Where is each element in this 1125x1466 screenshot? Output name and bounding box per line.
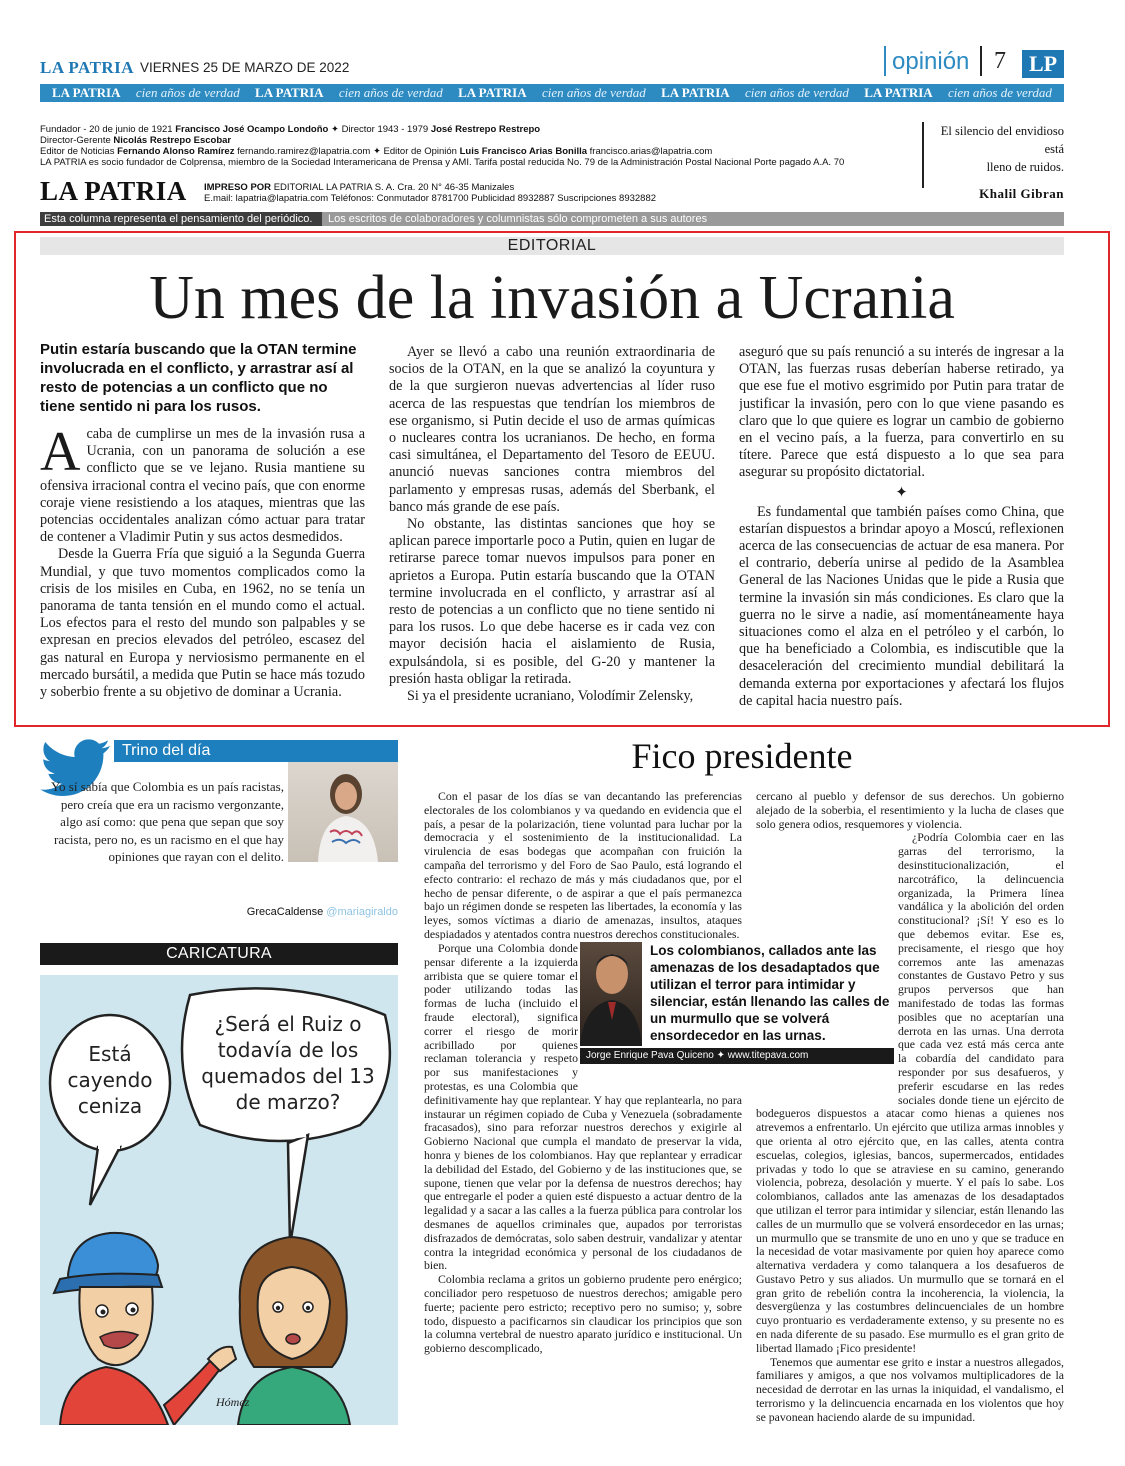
editorial-column-1: Putin estaría buscando que la OTAN termine involucrada en el conflicto, y arrastrar así al resto de potencias a un conflicto que no tiene sentido ni para los rusos. Acaba de cumplirse un mes de la invasión rusa a Ucrania, con un panorama de solución a ese conflicto que se ve lejano. Rusia mantiene su ofensiva irracional contra el vecino país, que con enorme coraje viene resistiendo a los ataques, mientras que las potencias occidentales analizan cómo actuar para tratar de contener a Vladimir Putin y sus actos desmedidos. Desde la Guerra Fría que siguió a la Segunda Guerra Mundial, y que tuvo momentos complicados como la crisis de los misiles en Cuba, en 1962, no se tenía un panorama de tanta tensión en el mundo como el actual. Los efectos para el resto del mundo son palpables y se expresan en precios elevados del petróleo, escasez del gas natural en Europa y nerviosismo permanente en el mercado bursátil, a medida que Putin se hace más tozudo y soberbio frente a su objetivo de dominar a Ucrania. [40, 341, 365, 701]
bubble-right-text: ¿Será el Ruiz o todavía de los quemados del 13 de marzo? [201, 1012, 375, 1114]
brand-strip [40, 84, 1064, 102]
quote-box: El silencio del envidioso está lleno de ruidos. Khalil Gibran [930, 122, 1064, 203]
column-c1-top: Con el pasar de los días se van decantando las preferencias electorales de los colombianos y va quedando en evidencia que el país, a pesar de la polarización, tiene voluntad para luchar por la democracia y el sostenimiento de la institucionalidad. La virulencia de esas bodegas que acompañan con fruición la campaña del terrorismo y del Foro de Sao Paulo, está logrando el efecto contrario: el rechazo de más y más ciudadanos que, por el hecho de pensar diferente, o de aspirar a que el país permanezca bajo un régimen donde se respeten las libertades, la economía y las leyes, somos víctimas a diario de amenazas, insultos, ataques despiadados y atentados contra nuestros derechos constitucionales. [424, 790, 742, 940]
strip-tagline: cien años de verdad [541, 85, 646, 100]
quote-divider [922, 122, 924, 188]
page-number: 7 [994, 48, 1006, 74]
editorial-lead: Putin estaría buscando que la OTAN termine involucrada en el conflicto, y arrastrar así al resto de potencias a un conflicto que no tiene sentido ni para los rusos. [40, 341, 357, 415]
strip-brand: LA PATRIA [864, 85, 933, 100]
trino-header: Trino del día [114, 740, 398, 762]
cartoon-signature: Hómez [216, 1395, 250, 1409]
print-info: IMPRESO POR EDITORIAL LA PATRIA S. A. Cra. 20 N° 46-35 Manizales E.mail: lapatria@lapatria.com Teléfonos: Conmutador 8781700 Publicidad 8932887 Suscripciones 8932882 [204, 182, 657, 204]
strip-brand: LA PATRIA [458, 85, 527, 100]
masthead-logo: LA PATRIA [40, 58, 135, 77]
trino-handle[interactable]: @mariagiraldo [326, 906, 398, 918]
bubble-left-text: Está cayendo ceniza [67, 1042, 153, 1118]
separator-icon: ✦ [372, 146, 381, 157]
credits-line-manager: Director-Gerente Nicolás Restrepo Escobar [40, 135, 232, 146]
credits-logo: LA PATRIA [40, 176, 187, 206]
strip-brand: LA PATRIA [661, 85, 730, 100]
trino-text: Yo sí sabía que Colombia es un país racistas, pero creía que era un racismo vergonzante, algo así como: que pena que sepan que soy racista, pero no, es un racismo en el que hay opiniones que rayan con el delito. [50, 779, 284, 865]
strip-brand: LA PATRIA [52, 85, 121, 100]
credits-line-editors: Editor de Noticias Fernando Alonso Ramírez fernando.ramirez@lapatria.com ✦ Editor de Opinión Luis Francisco Arias Bonilla francisco.arias@lapatria.com [40, 146, 713, 157]
trino-avatar [288, 762, 398, 862]
notice-bar [40, 212, 1064, 226]
notice-left: Esta columna representa el pensamiento del periódico. [40, 212, 322, 226]
strip-tagline: cien años de verdad [948, 85, 1052, 100]
caricatura-header: CARICATURA [40, 943, 398, 965]
credits-block [40, 124, 900, 168]
trino-author: GrecaCaldense [246, 906, 324, 918]
separator-icon: ✦ [330, 124, 339, 135]
column-c1: Porque una Colombia donde pensar diferente a la izquierda arribista que se quiere tomar el poder utilizando todas las formas de lucha (incluido el fraude electoral), significa correr el riesgo de morir acribillado por quienes reclaman tolerancia y respeto por sus manifestaciones y protestas, es una Colombia que definitivamente hay que replantear. Y hay que replantearla, no para instaurar un régimen copiado de Cuba y Venezuela (sobradamente fracasados), sino para reforzar nuestros derechos y exigirle al Gobierno Nacional que cumpla el mandato de preservar la vida, honra y bienes de los colombianos. Hay que replantear y erradicar la debilidad del Estado, del Gobierno y de las instituciones que, se supone, tienen que velar por la defensa de nuestros derechos; hay que entregarle el poder a quien esté dispuesto a actuar dentro de la legalidad y a sacar a las calles a la fuerza pública para controlar los desmanes de aquellos criminales que, aupados por terroristas disfrazados de demócratas, solo saben destruir, vandalizar y atentar contra la integridad económica y personal de los ciudadanos de bien. Colombia reclama a gritos un gobierno prudente pero enérgico; conciliador pero respetuoso de nuestros derechos; amigable pero fuerte; paciente pero estricto; receptivo pero no sumiso; y, sobre todo, dispuesto a pacificarnos sin claudicar los principios que son la columna vertebral de nuestro aparato jurídico e institucional. Un gobierno descomplicado, [424, 942, 742, 1356]
quote-author: Khalil Gibran [979, 186, 1064, 201]
page-divider [980, 46, 982, 76]
editorial-column-2: Ayer se llevó a cabo una reunión extraordinaria de socios de la OTAN, en la que se analizó la coyuntura y de la que surgieron nuevas advertencias al líder ruso acerca de las respuestas que tendrían los miembros de ese organismo, si Putin decide el uso de armas químicas o nucleares contra los ucranianos. De hecho, en forma casi simultánea, el Departamento del Tesoro de EEUU. anunció nuevas sanciones contra miembros del parlamento y empresas rusas, además del Sberbank, el banco más grande de ese país. No obstante, las distintas sanciones que hoy se aplican parece importarle poco a Putin, quien en lugar de retirarse parece tomar nuevos impulsos para poner en aprietos a Europa. Putin estaría buscando que la OTAN termine involucrada en el conflicto, y arrastrar así al resto de potencias a un conflicto que no tiene sentido ni para los rusos. Lo que debe hacerse es ir cada vez con mayor decisión hacia el aislamiento de Rusia, expulsándola, si es posible, del G-20 y mantener la presión hasta obligar la retirada. Si ya el presidente ucraniano, Volodímir Zelensky, [389, 344, 715, 705]
strip-tagline: cien años de verdad [744, 85, 849, 100]
editorial-label: EDITORIAL [40, 237, 1064, 255]
trino-signature [240, 906, 398, 918]
section-name: opinión [892, 48, 970, 75]
credits-line-legal: LA PATRIA es socio fundador de Colprensa, miembro de la Sociedad Interamericana de Prensa y AMI. Tarifa postal reducida No. 79 de la Administración Postal Nacional Porte pagado A.A. 70 [40, 157, 845, 168]
strip-tagline: cien años de verdad [135, 85, 240, 100]
strip-brand: LA PATRIA [255, 85, 324, 100]
column-headline: Fico presidente [631, 736, 853, 776]
lp-badge: LP [1022, 50, 1064, 78]
editorial-dropcap: A [40, 421, 81, 483]
column-pullquote: Los colombianos, callados ante las amenazas de los desadaptados que utilizan el terror para intimidar y silenciar, están llenando las calles de un murmullo que se volverá ensordecedor en las urnas. [650, 943, 890, 1043]
strip-tagline: cien años de verdad [338, 85, 443, 100]
column-c2: cercano al pueblo y defensor de sus derechos. Un gobierno alejado de la soberbia, el resentimiento y la lucha de clases que solo genera odios, resquemores y violencia. ¿Podría Colombia caer en las garras del terrorismo, la desinstitucionalización, el narcotráfico, la delincuencia organizada, la Primera línea vandálica y la abolición del orden constitucional? ¡Sí! Y eso es lo que debemos evitar. Ese es, precisamente, el riesgo que hoy corremos ante las amenazas constantes de Gustavo Petro y sus grupos perversos que han manifestado de todas las formas posibles que no aceptarían una derrota en las urnas. Una derrota que cada vez está más cerca ante la cobardía del candidato para responder por sus desafueros, y preferir escudarse en las redes sociales donde tiene un ejército de bodegueros dispuestos a atacar como hienas a quienes nos atrevemos a enfrentarlo. Un ejército que utiliza armas innobles y que orienta al otro ejército que, en las calles, atenta contra escuelas, colegios, iglesias, bancos, supermercados, entidades privadas y todo lo que se atraviese en su camino, generando violencia, pobreza, desolación y muerte. Y el país lo sabe. Los colombianos, callados ante las amenazas de los desadaptados que utilizan el terror para intimidar y silenciar, están llenando las calles de un murmullo que se volverá ensordecedor en las urnas; un murmullo que se transmite de uno en uno y que se traduce en la necesidad de votar masivamente por quien hoy aparece como alternativa verdadera y como talanquera a los desafueros de Gustavo Petro y sus aliados. Un murmullo que se tornará en el gran grito de rebelión contra la incoherencia, la violencia, la desvergüenza y las costumbres delincuenciales de un hombre cuyo prontuario es verdaderamente extenso, y su presente no es en nada diferente de su pasado. Ese murmullo es el gran grito de libertad llamado ¡Fico presidente! Tenemos que aumentar ese grito e instar a nuestros allegados, familiares y amigos, a que nos volvamos multiplicadores de la necesidad de derrotar en las urnas la iniquidad, el vandalismo, el terrorismo y la delincuencia encarnada en los violentos que hoy se pavonean haciendo alarde de su impunidad. [756, 790, 1064, 1424]
notice-right: Los escritos de colaboradores y columnistas sólo comprometen a sus autores [328, 213, 708, 225]
separator-icon: ✦ [895, 484, 908, 501]
editorial-column-3: aseguró que su país renunció a su interés de ingresar a la OTAN, las fuerzas rusas deberían haberse retirado, ya que ese fue el motivo esgrimido por Putin para tratar de justificar la invasión, pero con lo que viene pasando es claro que lo que quiere es lograr un cambio de gobierno en el vecino país, a la fuerza, para convertirlo en su títere. Parece que está dispuesto a lo que sea para asegurar su propósito dictatorial. ✦ Es fundamental que también países como China, que estarían dispuestos a brindar apoyo a Moscú, reflexionen acerca de las consecuencias de actuar de esa manera. Por el contrario, debería unirse al pedido de la Asamblea General de las Naciones Unidas que le pide a Rusia que termine la invasión sin más condiciones. Es claro que la guerra no le sirve a nadie, así momentáneamente haya situaciones como el alza en el petróleo y el carbón, lo que ha beneficiado a Colombia, es indiscutible que la desaceleración del crecimiento mundial debilitará la demanda externa por exportaciones y afectará los flujos de capital hacia nuestro país. [739, 344, 1064, 709]
column-byline: Jorge Enrique Pava Quiceno ✦ www.titepava.com [580, 1048, 894, 1064]
credits-line-founder: Fundador - 20 de junio de 1921 Francisco José Ocampo Londoño ✦ Director 1943 - 1979 José Restrepo Restrepo [40, 124, 541, 135]
section-divider [884, 46, 886, 76]
caricatura-illustration [40, 975, 398, 1425]
editorial-headline: Un mes de la invasión a Ucrania [149, 264, 955, 332]
masthead-date: VIERNES 25 DE MARZO DE 2022 [140, 60, 350, 75]
